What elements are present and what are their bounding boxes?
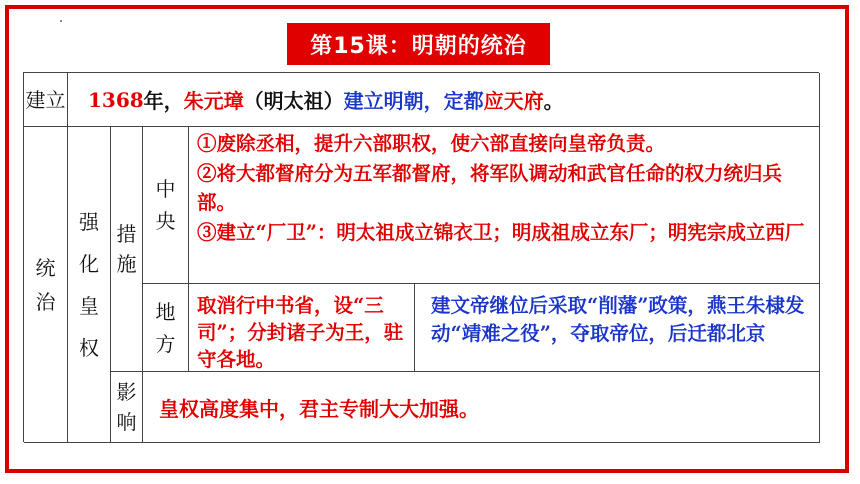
year-suffix: 年， bbox=[143, 89, 184, 113]
label-yingxiang: 影响 bbox=[111, 372, 143, 443]
label-difang: 地方 bbox=[143, 284, 189, 372]
founding-year: 1368 bbox=[88, 87, 144, 112]
zhongyang-measures bbox=[189, 127, 820, 284]
zhongyang-item-1: ①废除丞相，提升六部职权，使六部直接向皇帝负责。 bbox=[197, 132, 666, 155]
summary-table bbox=[23, 72, 819, 442]
speck bbox=[60, 20, 62, 22]
zhongyang-item-2: ②将大都督府分为五军都督府，将军队调动和武官任命的权力统归兵部。 bbox=[197, 161, 783, 214]
founding-action: 建立明朝， bbox=[343, 89, 444, 113]
sentence-end: 。 bbox=[543, 89, 564, 113]
sublabel-qianghua-huangquan: 强化皇权 bbox=[68, 127, 111, 443]
label-cuoshi: 措施 bbox=[111, 127, 143, 372]
label-zhongyang: 中央 bbox=[143, 127, 189, 284]
slide-title: 第15课：明朝的统治 bbox=[287, 23, 550, 65]
yingxiang-content: 皇权高度集中，君主专制大大加强。 bbox=[143, 372, 820, 443]
zhongyang-item-3: ③建立“厂卫”：明太祖成立锦衣卫；明成祖成立东厂；明宪宗成立西厂 bbox=[197, 220, 805, 244]
row-label-jianli: 建立 bbox=[24, 73, 68, 127]
founder-name: 朱元璋 bbox=[183, 89, 244, 113]
row-label-tongzhi: 统治 bbox=[24, 127, 68, 443]
difang-measures: 取消行中书省，设“三司”；分封诸子为王，驻守各地。 bbox=[189, 284, 415, 372]
jianli-content bbox=[68, 73, 820, 127]
founder-alias: （明太祖） bbox=[243, 89, 344, 113]
difang-consequence: 建文帝继位后采取“削藩”政策，燕王朱棣发动“靖难之役”，夺取帝位，后迁都北京 bbox=[415, 284, 820, 372]
capital-prefix: 定都 bbox=[443, 89, 484, 113]
capital-name: 应天府 bbox=[483, 89, 544, 113]
